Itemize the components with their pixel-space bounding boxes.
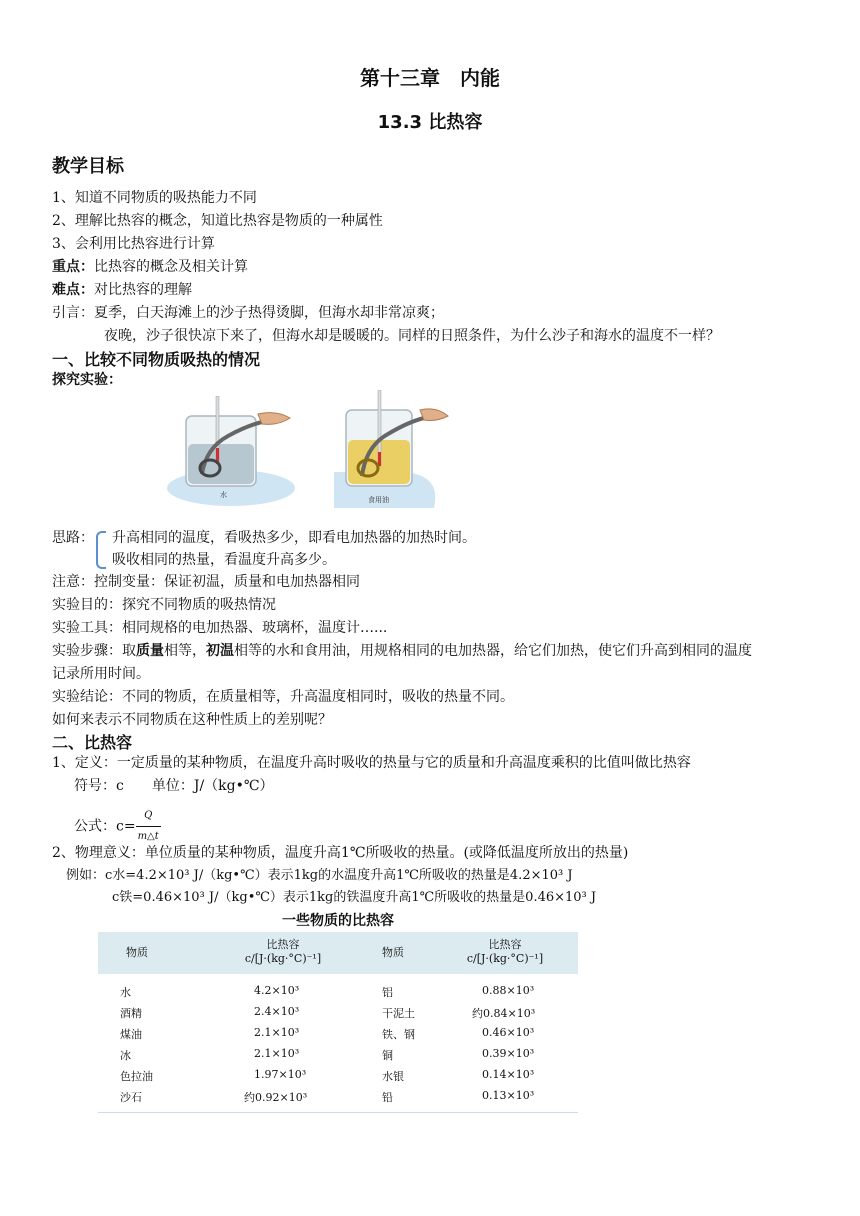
header-heat-2: 比热容 xyxy=(488,938,522,951)
water-label: 水 xyxy=(220,491,227,499)
goal-item: 1、知道不同物质的吸热能力不同 xyxy=(52,190,257,206)
header-heat: 比热容 xyxy=(266,938,300,951)
purpose-line: 实验目的：探究不同物质的吸热情况 xyxy=(52,597,276,613)
meaning-line: 2、物理意义：单位质量的某种物质，温度升高1℃所吸收的热量。(或降低温度所放出的热量) xyxy=(52,845,629,861)
cell-substance: 铅 xyxy=(382,1091,393,1104)
cell-value: 0.39×10³ xyxy=(482,1047,535,1060)
cell-value: 约0.84×10³ xyxy=(472,1007,536,1020)
cell-substance: 铁、钢 xyxy=(382,1028,415,1041)
cell-value: 0.14×10³ xyxy=(482,1068,535,1081)
water-heater-handle xyxy=(258,413,290,425)
example-line-1: 例如：c水=4.2×10³ J/（kg•℃）表示1kg的水温度升高1℃所吸收的热量是4.2×10³ J xyxy=(66,868,573,883)
cell-substance: 铜 xyxy=(382,1049,393,1062)
table-header xyxy=(98,932,578,974)
key-text: 比热容的概念及相关计算 xyxy=(94,259,248,275)
cell-value: 0.46×10³ xyxy=(482,1026,535,1039)
formula-fraction xyxy=(136,806,161,847)
steps-line-2: 记录所用时间。 xyxy=(52,666,150,682)
formula-numerator: Q xyxy=(136,806,161,827)
cell-value: 2.4×10³ xyxy=(254,1005,300,1018)
cell-value: 0.88×10³ xyxy=(482,984,535,997)
cell-substance: 干泥土 xyxy=(382,1007,415,1020)
formula-line xyxy=(74,806,161,847)
cell-substance: 水 xyxy=(120,986,131,999)
steps-line xyxy=(52,641,752,661)
part1-heading: 一、比较不同物质吸热的情况 xyxy=(52,350,261,369)
section-title: 13.3 比热容 xyxy=(377,112,483,133)
steps-text: 相等的水和食用油，用规格相同的电加热器，给它们加热，使它们升高到相同的温度 xyxy=(234,643,752,659)
idea-bracket xyxy=(96,531,106,569)
cell-substance: 色拉油 xyxy=(120,1070,153,1083)
table-row xyxy=(98,1026,578,1046)
cell-value: 2.1×10³ xyxy=(254,1047,300,1060)
table-row xyxy=(98,1068,578,1088)
cell-substance: 水银 xyxy=(382,1070,404,1083)
cell-value: 2.1×10³ xyxy=(254,1026,300,1039)
chapter-title: 第十三章 内能 xyxy=(360,66,500,90)
header-unit: c/[J·(kg·°C)⁻¹] xyxy=(244,952,322,965)
goals-heading: 教学目标 xyxy=(52,156,124,177)
intro-line-1: 引言：夏季，白天海滩上的沙子热得烫脚，但海水却非常凉爽； xyxy=(52,305,444,321)
cell-value: 0.13×10³ xyxy=(482,1089,535,1102)
example-line-2: c铁=0.46×10³ J/（kg•℃）表示1kg的铁温度升高1℃所吸收的热量是0.46×10³ J xyxy=(112,890,597,905)
water-beaker-figure xyxy=(166,396,296,508)
cell-substance: 沙石 xyxy=(120,1091,142,1104)
formula-label: 公式：c= xyxy=(74,818,136,835)
question-line: 如何来表示不同物质在这种性质上的差别呢？ xyxy=(52,712,332,728)
table-row xyxy=(98,1005,578,1025)
cell-value: 4.2×10³ xyxy=(254,984,300,997)
key-point xyxy=(52,257,248,277)
part2-heading: 二、比热容 xyxy=(52,733,133,752)
difficult-point xyxy=(52,280,192,300)
cell-substance: 冰 xyxy=(120,1049,131,1062)
definition-line: 1、定义：一定质量的某种物质，在温度升高时吸收的热量与它的质量和升高温度乘积的比值叫做比热容 xyxy=(52,755,691,771)
table-row xyxy=(98,1047,578,1067)
note-line: 注意：控制变量：保证初温，质量和电加热器相同 xyxy=(52,574,360,590)
table-row xyxy=(98,1089,578,1109)
experiment-label xyxy=(52,370,122,390)
tools-line: 实验工具：相同规格的电加热器、玻璃杯，温度计…... xyxy=(52,620,388,636)
goal-item: 3、会利用比热容进行计算 xyxy=(52,236,215,252)
oil-thermometer-red xyxy=(378,452,381,466)
conclusion-line: 实验结论：不同的物质，在质量相等，升高温度相同时，吸收的热量不同。 xyxy=(52,689,514,705)
header-substance: 物质 xyxy=(126,946,148,959)
cell-substance: 铝 xyxy=(382,986,393,999)
steps-text: 实验步骤：取 xyxy=(52,643,136,659)
cell-value: 约0.92×10³ xyxy=(244,1091,308,1104)
idea-item: 吸收相同的热量，看温度升高多少。 xyxy=(112,552,336,568)
oil-heater-handle xyxy=(420,409,448,421)
symbol-line: 符号：c 单位：J/（kg•℃） xyxy=(74,778,274,794)
key-label: 重点： xyxy=(52,259,94,275)
difficult-text: 对比热容的理解 xyxy=(94,282,192,298)
formula-denominator: m△t xyxy=(137,831,159,842)
table-row xyxy=(98,984,578,1004)
experiment-label-text: 探究实验： xyxy=(52,372,122,388)
goal-item: 2、理解比热容的概念，知道比热容是物质的一种属性 xyxy=(52,213,383,229)
steps-bold-temp: 初温 xyxy=(206,643,234,659)
header-substance-2: 物质 xyxy=(382,946,404,959)
cell-value: 1.97×10³ xyxy=(254,1068,307,1081)
table-title: 一些物质的比热容 xyxy=(282,913,394,929)
difficult-label: 难点： xyxy=(52,282,94,298)
idea-item: 升高相同的温度，看吸热多少，即看电加热器的加热时间。 xyxy=(112,530,476,546)
cell-substance: 煤油 xyxy=(120,1028,142,1041)
cell-substance: 酒精 xyxy=(120,1007,142,1020)
intro-line-2: 夜晚，沙子很快凉下来了，但海水却是暖暖的。同样的日照条件，为什么沙子和海水的温度不一样？ xyxy=(104,328,720,344)
idea-label: 思路： xyxy=(52,530,94,546)
water-liquid xyxy=(188,444,254,484)
oil-beaker-figure xyxy=(332,390,452,508)
table-bottom-rule xyxy=(98,1112,578,1113)
header-unit-2: c/[J·(kg·°C)⁻¹] xyxy=(466,952,544,965)
steps-text: 相等， xyxy=(164,643,206,659)
steps-bold-mass: 质量 xyxy=(136,643,164,659)
oil-label: 食用油 xyxy=(368,496,389,504)
